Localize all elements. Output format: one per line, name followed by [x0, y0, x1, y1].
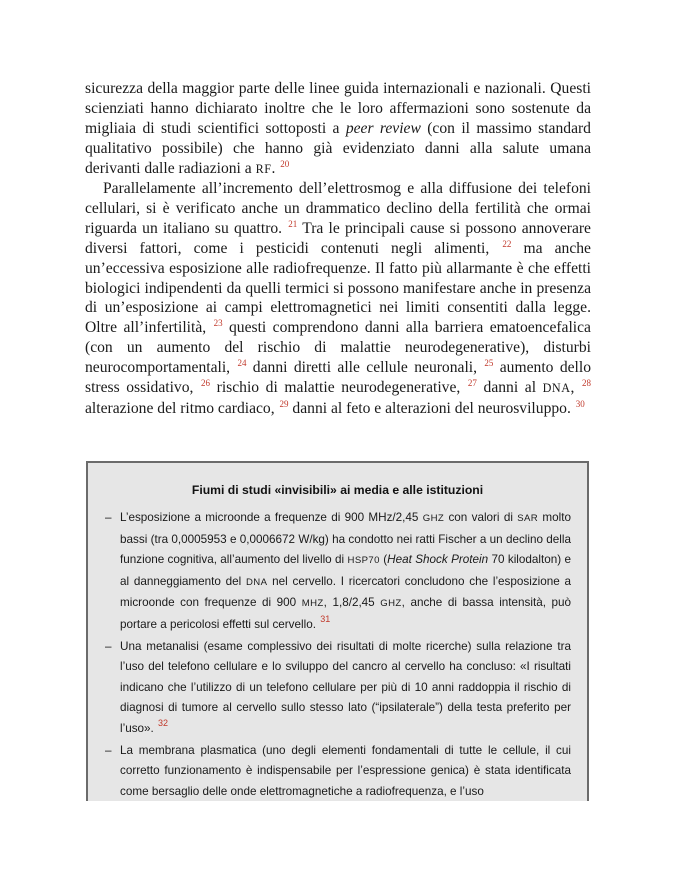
text-run: Tra le principali cause si possono annoverare diversi fattori, come i pesticidi contenuti negli alimenti, — [85, 219, 591, 257]
italic-text: peer review — [345, 119, 421, 137]
italic-text: Heat Shock Protein — [387, 553, 489, 567]
footnote-ref: 30 — [575, 398, 585, 409]
text-run: aumento dello stress ossidativo, — [85, 359, 591, 397]
text-run: (con il massimo standard qualitativo possibile) che hanno già evidenziato danni alla salute umana derivanti dalle radiazioni a — [85, 119, 591, 177]
text-run: sicurezza della maggior parte delle linee guida internazionali e nazionali. Questi scienziati hanno dichiarato inoltre che le loro affermazioni sono sostenute da migliaia di studi scientifici sottoposti a — [85, 80, 591, 137]
box-list-item — [105, 741, 571, 801]
text-run: ( — [379, 553, 388, 567]
text-run: ma anche un’eccessiva esposizione alle radiofrequenze. Il fatto più allarmante è che effetti biologici indipendenti da quelli termici si possono manifestare anche in presenza di un’esposizione ai campi elettromagnetici nei limiti consentiti dalla legge. Oltre all’infertilità, — [85, 239, 591, 337]
smallcaps-text: MHZ — [301, 598, 324, 610]
bullet-dash: – — [105, 639, 112, 653]
bullet-dash: – — [105, 743, 112, 757]
body-paragraph — [85, 179, 591, 419]
text-run: Parallelamente all’incremento dell’elettrosmog e alla diffusione dei telefoni cellulari, si è verificato anche un drammatico declino della fertilità che ormai riguarda un italiano su quattro. — [85, 180, 591, 237]
footnote-ref: 26 — [201, 378, 211, 389]
footnote-ref: 31 — [320, 613, 331, 624]
text-run: , 1,8/2,45 — [323, 596, 381, 610]
smallcaps-text: GHZ — [422, 513, 445, 524]
text-run: rischio di malattie neurodegenerative, — [210, 379, 467, 397]
text-run: , anche di bassa intensità, può portare a pericolosi effetti sul cervello. — [120, 596, 572, 631]
smallcaps-text: RF — [255, 161, 272, 176]
text-run: questi comprendono danni alla barriera ematoencefalica (con un aumento del rischio di malattie neurodegenerative), disturbi neurocomportamentali, — [85, 319, 591, 377]
box-list-item — [105, 637, 571, 740]
text-run: nel cervello. I ricercatori concludono che l’esposizione a microonde con frequenze di 900 — [120, 574, 571, 610]
text-run: danni al — [476, 379, 543, 397]
smallcaps-text: HSP70 — [347, 555, 380, 567]
smallcaps-text: DNA — [542, 381, 571, 396]
text-run: molto bassi (tra 0,0005953 e 0,0006672 W/kg) ha condotto nei ratti Fischer a un declino della funzione cognitiva, all’aumento del livello di — [120, 511, 572, 567]
smallcaps-text: DNA — [245, 576, 268, 588]
text-run: con valori di — [444, 511, 518, 524]
text-run: L’esposizione a microonde a frequenze di 900 MHz/2,45 — [120, 511, 423, 524]
box-title: Fiumi di studi «invisibili» ai media e alle istituzioni — [191, 483, 484, 497]
footnote-ref: 32 — [158, 717, 169, 728]
footnote-ref: 27 — [467, 378, 477, 389]
box-list-item — [105, 508, 571, 636]
footnote-ref: 23 — [213, 318, 223, 329]
text-run: . — [271, 159, 280, 177]
footnote-ref: 25 — [484, 358, 494, 369]
footnote-ref: 22 — [502, 238, 512, 249]
text-run: Una metanalisi (esame complessivo dei risultati di molte ricerche) sulla relazione tra l’uso del telefono cellulare e lo sviluppo del cancro al cervello ha concluso: «I risultati indicano che l’utilizzo di un telefono cellulare per più di 10 anni raddoppia il rischio di diagnosi di tumore al cervello sullo stesso lato (“ipsilaterale”) della testa preferito per l’uso». — [120, 639, 571, 735]
footnote-ref: 21 — [288, 218, 298, 229]
bullet-dash: – — [105, 511, 112, 524]
text-run: danni diretti alle cellule neuronali, — [246, 359, 484, 377]
text-run: 70 kilodalton) e al danneggiamento del — [120, 553, 572, 588]
text-run: , — [570, 379, 582, 397]
box-list — [105, 508, 571, 801]
text-run: danni al feto e alterazioni del neurosviluppo. — [288, 399, 575, 417]
smallcaps-text: SAR — [517, 513, 539, 524]
smallcaps-text: GHZ — [380, 598, 402, 610]
footnote-ref: 24 — [237, 358, 247, 369]
text-run: La membrana plasmatica (uno degli elementi fondamentali di tutte le cellule, il cui corretto funzionamento è indispensabile per l’espressione genica) è stata identificata come bersaglio delle onde elettromagnetiche a radiofrequenza, e l’uso — [120, 743, 571, 798]
footnote-ref: 20 — [280, 158, 290, 169]
body-paragraph — [85, 79, 591, 180]
text-run: alterazione del ritmo cardiaco, — [85, 399, 279, 417]
footnote-ref: 29 — [279, 398, 289, 409]
sidebar-box — [86, 461, 589, 801]
footnote-ref: 28 — [582, 378, 592, 389]
